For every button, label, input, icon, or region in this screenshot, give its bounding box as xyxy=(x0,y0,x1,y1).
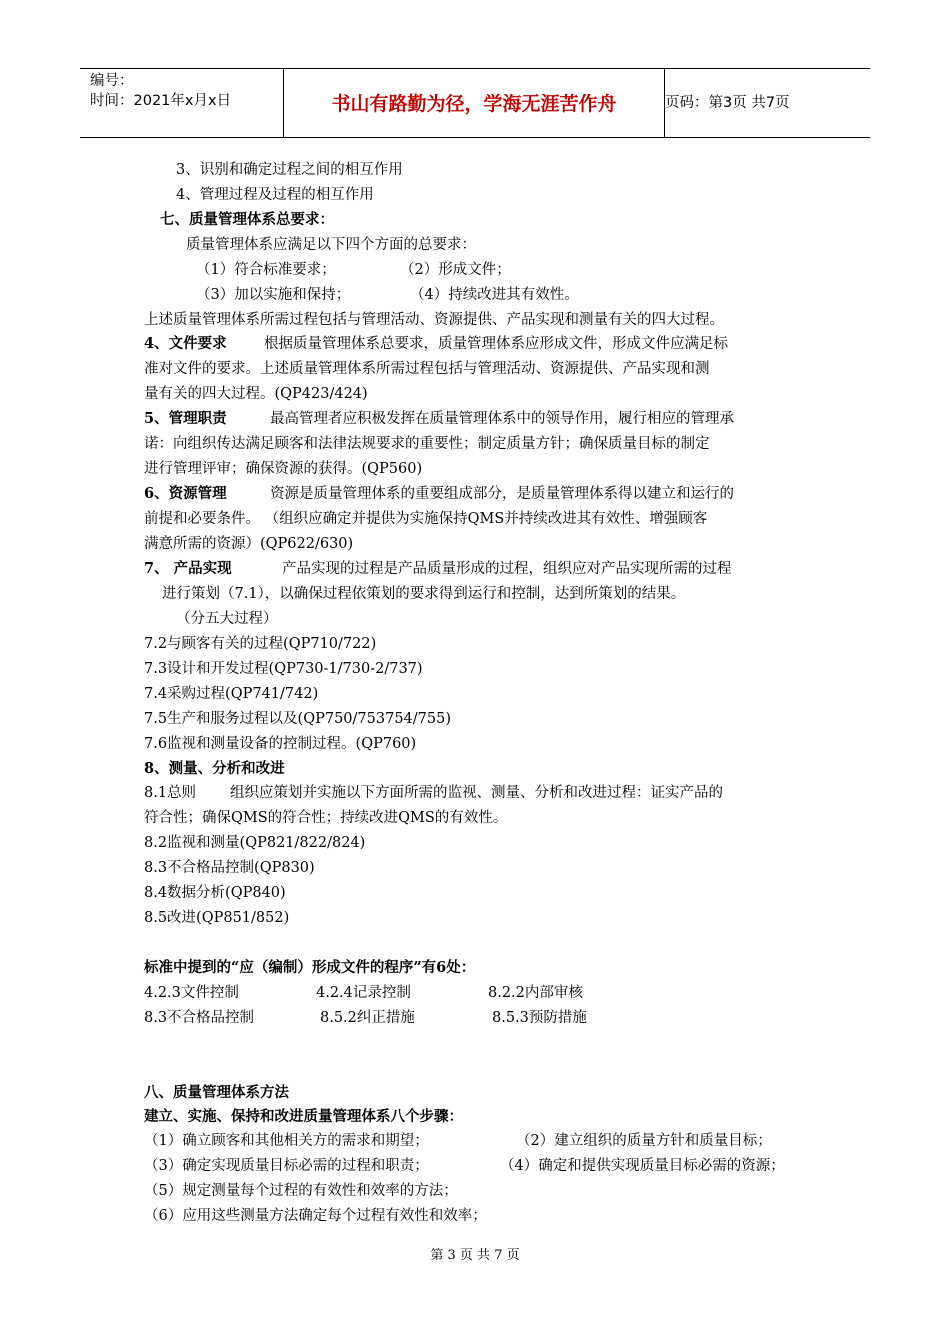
process-item: 7.6监视和测量设备的控制过程。(QP760) xyxy=(144,736,417,752)
header-page-info: 页码：第3页 共7页 xyxy=(665,95,790,111)
step-item: （6）应用这些测量方法确定每个过程有效性和效率； xyxy=(144,1208,487,1224)
text-line: 8.1总则 xyxy=(144,785,197,801)
step-item: （5）规定测量每个过程的有效性和效率的方法； xyxy=(144,1183,458,1199)
procedure-item: 8.5.2纠正措施 xyxy=(320,1010,415,1026)
header-date: 时间：2021年x月x日 xyxy=(90,93,232,109)
text-line: 进行策划（7.1），以确保过程依策划的要求得到运行和控制，达到所策划的结果。 xyxy=(162,586,686,602)
requirement-item: （3）加以实施和保持； xyxy=(196,287,351,303)
page-footer: 第 3 页 共 7 页 xyxy=(430,1248,520,1263)
process-item: 8.3不合格品控制(QP830) xyxy=(144,860,315,876)
section-heading-8: 8、测量、分析和改进 xyxy=(144,760,285,777)
section-heading-4: 4、文件要求 xyxy=(144,335,227,352)
text-line: 根据质量管理体系总要求，质量管理体系应形成文件，形成文件应满足标 xyxy=(264,336,728,352)
process-item: 8.5改进(QP851/852) xyxy=(144,910,290,926)
page-header xyxy=(80,68,870,138)
text-line: 量有关的四大过程。(QP423/424) xyxy=(144,386,368,402)
text-line: 组织应策划并实施以下方面所需的监视、测量、分析和改进过程：证实产品的 xyxy=(230,785,723,801)
process-item: 7.4采购过程(QP741/742) xyxy=(144,686,319,702)
text-line: 资源是质量管理体系的重要组成部分，是质量管理体系得以建立和运行的 xyxy=(270,486,734,502)
step-item: （1）确立顾客和其他相关方的需求和期望； xyxy=(144,1133,429,1149)
step-item: （3）确定实现质量目标必需的过程和职责； xyxy=(144,1158,429,1174)
procedure-heading: 标准中提到的“应（编制）形成文件的程序”有6处： xyxy=(144,959,476,976)
procedure-item: 4.2.3文件控制 xyxy=(144,985,239,1001)
text-line: 4、管理过程及过程的相互作用 xyxy=(176,187,374,203)
section-heading-7-product: 7、 产品实现 xyxy=(144,560,232,577)
steps-heading: 建立、实施、保持和改进质量管理体系八个步骤： xyxy=(144,1108,463,1125)
header-motto: 书山有路勤为径，学海无涯苦作舟 xyxy=(331,93,617,115)
text-line: 满意所需的资源）(QP622/630) xyxy=(144,536,354,552)
step-item: （2）建立组织的质量方针和质量目标； xyxy=(516,1133,772,1149)
text-line: 产品实现的过程是产品质量形成的过程，组织应对产品实现所需的过程 xyxy=(282,561,732,577)
section-heading-7: 七、质量管理体系总要求： xyxy=(160,211,334,228)
section-heading-6: 6、资源管理 xyxy=(144,485,227,502)
text-line: 进行管理评审；确保资源的获得。(QP560) xyxy=(144,461,423,477)
text-line: 前提和必要条件。 （组织应确定并提供为实施保持QMS并持续改进其有效性、增强顾客 xyxy=(144,511,708,527)
header-code-label: 编号： xyxy=(90,73,134,89)
process-item: 8.2监视和测量(QP821/822/824) xyxy=(144,835,366,851)
procedure-item: 4.2.4记录控制 xyxy=(316,985,411,1001)
requirement-item: （1）符合标准要求； xyxy=(196,262,336,278)
procedure-item: 8.3不合格品控制 xyxy=(144,1010,255,1026)
header-meta xyxy=(90,71,231,111)
text-line: 质量管理体系应满足以下四个方面的总要求： xyxy=(186,237,476,253)
text-line: 诺：向组织传达满足顾客和法律法规要求的重要性；制定质量方针；确保质量目标的制定 xyxy=(144,436,710,452)
procedure-item: 8.2.2内部审核 xyxy=(488,985,583,1001)
text-line: 3、识别和确定过程之间的相互作用 xyxy=(176,162,403,178)
process-item: 7.2与顾客有关的过程(QP710/722) xyxy=(144,636,377,652)
process-item: 8.4数据分析(QP840) xyxy=(144,885,286,901)
text-line: 符合性；确保QMS的符合性；持续改进QMS的有效性。 xyxy=(144,810,508,826)
text-line: 上述质量管理体系所需过程包括与管理活动、资源提供、产品实现和测量有关的四大过程。 xyxy=(144,312,724,328)
requirement-item: （4）持续改进其有效性。 xyxy=(410,287,579,303)
process-item: 7.3设计和开发过程(QP730-1/730-2/737) xyxy=(144,661,423,677)
requirement-item: （2）形成文件； xyxy=(400,262,511,278)
section-heading-5: 5、管理职责 xyxy=(144,410,227,427)
procedure-item: 8.5.3预防措施 xyxy=(492,1010,587,1026)
step-item: （4）确定和提供实现质量目标必需的资源； xyxy=(500,1158,785,1174)
section-heading-8-method: 八、质量管理体系方法 xyxy=(144,1084,289,1101)
process-item: 7.5生产和服务过程以及(QP750/753754/755) xyxy=(144,711,451,727)
text-line: （分五大过程） xyxy=(176,611,278,627)
text-line: 准对文件的要求。上述质量管理体系所需过程包括与管理活动、资源提供、产品实现和测 xyxy=(144,361,710,377)
text-line: 最高管理者应积极发挥在质量管理体系中的领导作用，履行相应的管理承 xyxy=(270,411,734,427)
